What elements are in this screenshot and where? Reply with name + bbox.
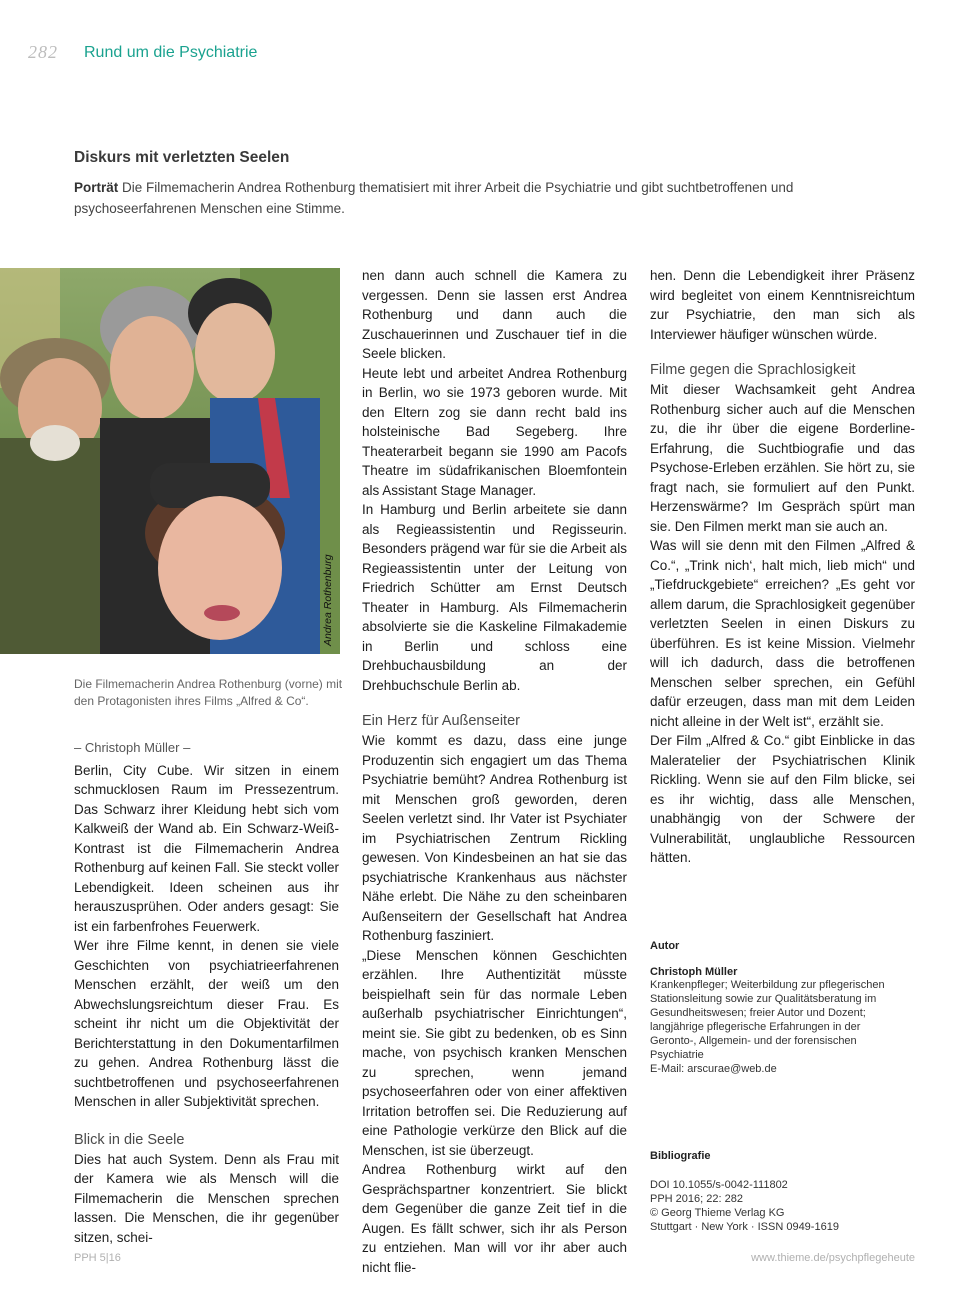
paragraph: In Hamburg und Berlin arbeitete sie dann als Regieassistentin und Regisseurin. Besonders prägend war für sie die Arbeit als Regieassistentin unter der Leitung von Friedrich Schütter am Ernst Deutsch Theater in Hamburg. Als Filmemacherin absolvierte sie die Kaskeline Filmakademie in Berlin und schloss eine Drehbuchausbildung an der Drehbuchschule Berlin ab.: [362, 502, 627, 693]
byline: – Christoph Müller –: [74, 740, 191, 755]
subheading-blick: Blick in die Seele: [74, 1131, 185, 1148]
section-heading: Rund um die Psychiatrie: [84, 44, 258, 61]
column-2: [362, 266, 627, 1277]
bibliography-publisher: Stuttgart · New York · ISSN 0949-1619: [650, 1221, 839, 1233]
column-3: [650, 266, 915, 868]
author-box: [650, 940, 900, 1076]
author-label: Autor: [650, 940, 680, 952]
bibliography-copyright: © Georg Thieme Verlag KG: [650, 1207, 785, 1219]
bibliography-journal: PPH 2016; 22: 282: [650, 1193, 743, 1205]
article-title: Diskurs mit verletzten Seelen: [74, 149, 290, 166]
paragraph: Dies hat auch System. Denn als Frau mit der Kamera wie als Mensch will die Filmemacherin die Menschen sprechen lassen. Die Menschen, die ihr gegenüber sitzen, schei-: [74, 1151, 339, 1245]
intro-label: Porträt: [74, 180, 119, 195]
author-bio: Krankenpfleger; Weiterbildung zur pflegerischen Stationsleitung sowie zur Qualitätsberatung im Gesundheitswesen; freier Autor und Dozent; langjährige pflegerische Erfahrungen in der Geronto-, Allgemein- und der forensischen Psychiatrie: [650, 979, 885, 1061]
author-email[interactable]: E-Mail: arscurae@web.de: [650, 1063, 777, 1075]
paragraph: Heute lebt und arbeitet Andrea Rothenburg in Berlin, wo sie 1973 geboren wurde. Mit den Eltern zog sie dann recht bald ins holsteinische Bad Segeberg. Ihre Theaterarbeit begann sie 1990 am Pacofs Theatre im südafrikanischen Bloemfontein als Assistant Stage Manager.: [362, 365, 627, 498]
page-number: 282: [28, 42, 58, 62]
paragraph: Wer ihre Filme kennt, in denen sie viele Geschichten von psychiatrieerfahrenen Menschen erzählt, der weiß um den Abwechslungsreichtum dieser Frau. Es scheint ihr nicht um die Objektivität der Berichterstattung in den Dokumentarfilmen zu gehen. Andrea Rothenburg lässt die suchtbetroffenen und psychoseerfahrenen Menschen in aller Subjektivität sprechen.: [74, 938, 339, 1109]
paragraph: „Diese Menschen können Geschichten erzählen. Ihre Authentizität müsste beispielhaft sein für das normale Leben außerhalb psychiatrischer Einrichtungen“, meint sie. Sie gibt zu bedenken, ob es Sinn mache, von psychisch kranken Menschen zu sprechen, wenn jemand psychoseerfahren oder von einer affektiven Irritation betroffen sei. Die Reduzierung auf eine Pathologie verkürze den Blick auf die Menschen, ist sie überzeugt.: [362, 947, 627, 1158]
photo-caption: Die Filmemacherin Andrea Rothenburg (vorne) mit den Protagonisten ihres Films „Alfred & Co“.: [74, 677, 343, 708]
bibliography-doi[interactable]: DOI 10.1055/s-0042-111802: [650, 1179, 788, 1191]
subheading-filme: Filme gegen die Sprachlosigkeit: [650, 362, 856, 378]
author-name: Christoph Müller: [650, 966, 738, 978]
footer-issue: PPH 5|16: [74, 1252, 121, 1264]
group-selfie-illustration: [0, 268, 340, 654]
paragraph: nen dann auch schnell die Kamera zu vergessen. Denn sie lassen erst Andrea Rothenburg und dann auch die Zuschauerinnen und Zuschauer tief in die Seele blicken.: [362, 268, 627, 361]
footer-url[interactable]: www.thieme.de/psychpflegeheute: [751, 1252, 915, 1264]
article-photo: Andrea Rothenburg: [0, 268, 340, 654]
paragraph: Andrea Rothenburg wirkt auf den Gesprächspartner konzentriert. Sie blickt dem Gegenüber die ganze Zeit tief in die Augen. Es fällt schwer, sich ihr als Person zu entziehen. Man will vor ihr aber auch nicht flie-: [362, 1162, 627, 1275]
bibliography-label: Bibliografie: [650, 1150, 711, 1162]
paragraph: Was will sie denn mit den Filmen „Alfred & Co.“, „Trink nich‘, halt mich, lieb mich“ und „Tiefdruckgebiete“ erreichen? „Es geht vor allem darum, die Sprachlosigkeit gegenüber verletzten Seelen in einen Diskurs zu überführen. Es ist keine Mission. Vielmehr will ich dadurch, dass die betroffenen Menschen selber sprechen, ein Gefühl dafür erzeugen, dass man mit dem Leiden nicht alleine in der Welt ist“, erzählt sie.: [650, 538, 915, 729]
intro-text: Die Filmemacherin Andrea Rothenburg thematisiert mit ihrer Arbeit die Psychiatrie und gibt suchtbetroffenen und psychoseerfahrenen Menschen eine Stimme.: [74, 180, 794, 216]
bibliography-box: [650, 1150, 900, 1234]
paragraph: Berlin, City Cube. Wir sitzen in einem schmucklosen Raum im Pressezentrum. Das Schwarz ihrer Kleidung hebt sich vom Kalkweiß der Wand ab. Ein Schwarz-Weiß-Kontrast ist die Filmemacherin Andrea Rothenburg auf keinen Fall. Sie steckt voller Lebendigkeit. Ideen scheinen aus ihr herauszusprühen. Oder anders gesagt: Sie ist ein farbenfrohes Feuerwerk.: [74, 762, 339, 934]
article-intro: [74, 177, 874, 219]
paragraph: Wie kommt es dazu, dass eine junge Produzentin sich engagiert um das Thema Psychiatrie bemüht? Andrea Rothenburg ist mit Menschen groß geworden, deren Seelen verletzt sind. Ihr Vater ist Psychiater im Psychiatrischen Zentrum Rickling gewesen. Von Kindesbeinen an hat sie das psychiatrische Krankenhaus aus nächster Nähe erlebt. Die Nähe zu den scheinbaren Außenseitern der Gesellschaft hat Andrea Rothenburg fasziniert.: [362, 733, 627, 943]
paragraph: Mit dieser Wachsamkeit geht Andrea Rothenburg sicher auch auf die Menschen zu, die ihr über die eigene Borderline-Erfahrung, die Suchtbiografie und das Psychose-Erleben erzählen. Sie hört zu, sie fragt nach, sie formuliert auf den Punkt. Herzenswärme? Im Gespräch spürt man sie. Den Filmen merkt man sie auch an.: [650, 382, 915, 534]
paragraph: hen. Denn die Lebendigkeit ihrer Präsenz wird begleitet von einem Kenntnisreichtum zur Psychiatrie, den man sich als Interviewer häufiger wünschen würde.: [650, 268, 915, 342]
subheading-herz: Ein Herz für Außenseiter: [362, 713, 520, 729]
paragraph: Der Film „Alfred & Co.“ gibt Einblicke in das Maleratelier der Psychiatrischen Klinik Rickling. Wenn sie auf den Film blicke, sei es ihr wichtig, dass alle Menschen, unabhängig von der Schwere der Vulnerabilität, unglaubliche Ressourcen hätten.: [650, 733, 915, 865]
column-1: [74, 738, 339, 1247]
